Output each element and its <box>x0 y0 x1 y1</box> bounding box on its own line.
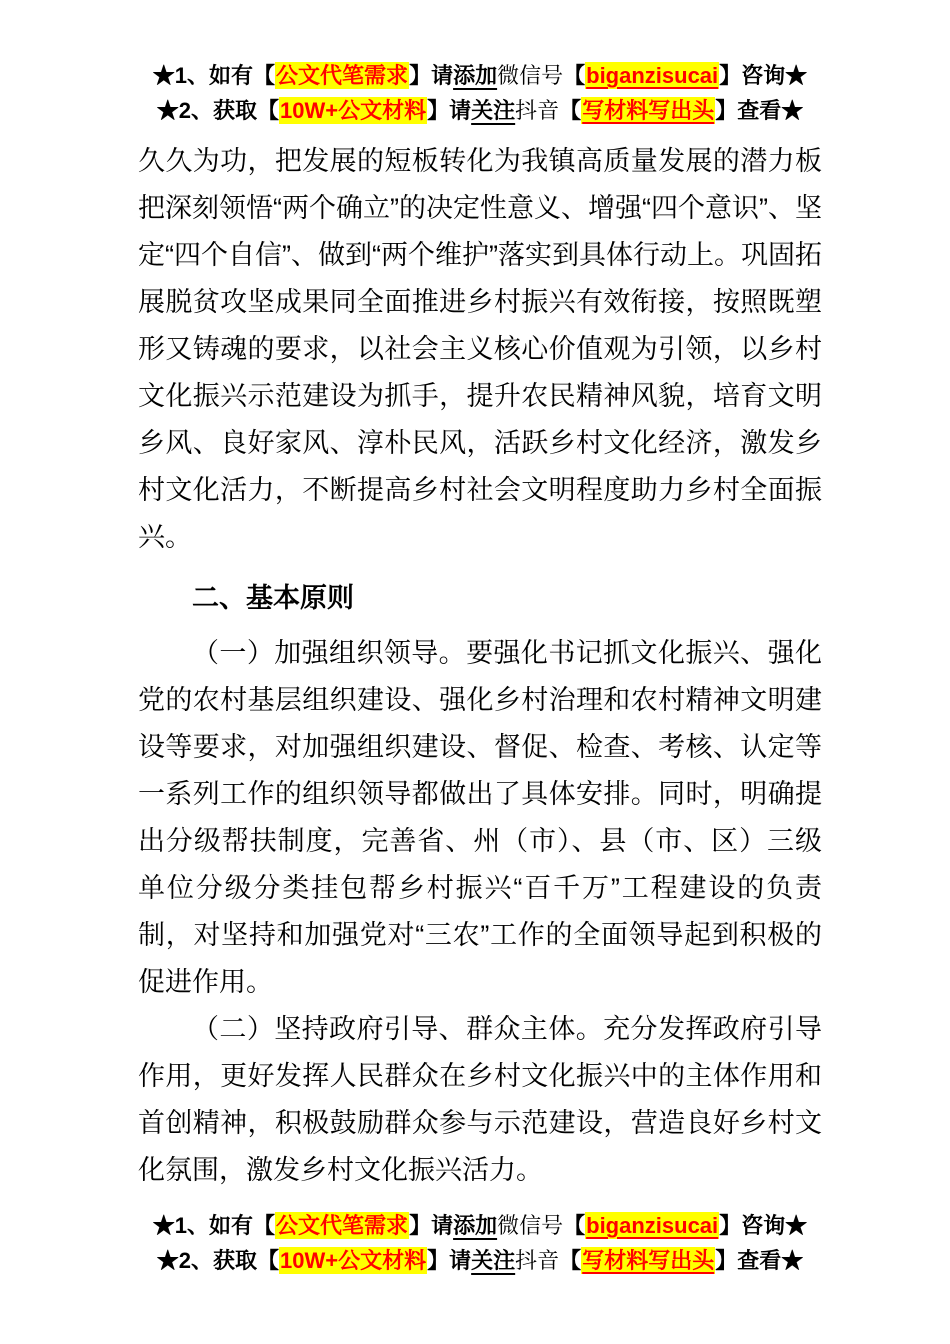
notice-segment: 微信号 <box>497 63 564 88</box>
notice-segment: 】咨询★ <box>719 63 808 88</box>
section-heading: 二、基本原则 <box>192 583 354 613</box>
notice-segment: 【 <box>563 63 586 88</box>
notice-segment: 】查看★ <box>715 98 804 123</box>
notice-segment: 】查看★ <box>715 1248 804 1273</box>
document-body <box>138 138 822 1194</box>
notice-segment: 关注 <box>471 1248 516 1273</box>
notice-segment: 抖音 <box>515 1248 560 1273</box>
notice-segment: 】咨询★ <box>719 1213 808 1238</box>
footer-notice-line-2 <box>138 1243 822 1278</box>
notice-segment: 添加 <box>453 1213 498 1238</box>
notice-segment: biganzisucai <box>586 1213 719 1238</box>
notice-segment: 添加 <box>453 63 498 88</box>
paragraph-3: （一）加强组织领导。要强化书记抓文化振兴、强化党的农村基层组织建设、强化乡村治理和农村精神文明建设等要求，对加强组织建设、督促、检查、考核、认定等一系列工作的组织领导都做出了具体安排。同时，明确提出分级帮扶制度，完善省、州（市）、县（市、区）三级单位分级分类挂包帮乡村振兴“百千万”工程建设的负责制，对坚持和加强党对“三农”工作的全面领导起到积极的促进作用。 <box>138 638 822 997</box>
notice-segment: 10W+公文材料 <box>280 1248 427 1273</box>
notice-segment: 】请 <box>427 98 472 123</box>
notice-segment: 【 <box>559 98 582 123</box>
notice-segment: ★1、如有【 <box>152 63 276 88</box>
notice-segment: 写材料写出头 <box>582 98 715 123</box>
notice-segment: 【 <box>563 1213 586 1238</box>
header-notice <box>138 58 822 128</box>
notice-segment: 关注 <box>471 98 516 123</box>
notice-segment: 10W+公文材料 <box>280 98 427 123</box>
footer-notice <box>138 1208 822 1278</box>
notice-segment: ★2、获取【 <box>156 1248 280 1273</box>
notice-segment: 】请 <box>409 1213 454 1238</box>
notice-segment: ★2、获取【 <box>156 98 280 123</box>
notice-segment: 】请 <box>427 1248 472 1273</box>
notice-segment: 微信号 <box>497 1213 564 1238</box>
notice-segment: biganzisucai <box>586 63 719 88</box>
notice-segment: ★1、如有【 <box>152 1213 276 1238</box>
notice-segment: 公文代笔需求 <box>276 63 409 88</box>
notice-segment: 】请 <box>409 63 454 88</box>
paragraph-1: 久久为功，把发展的短板转化为我镇高质量发展的潜力板把深刻领悟“两个确立”的决定性意义、增强“四个意识”、坚定“四个自信”、做到“两个维护”落实到具体行动上。巩固拓展脱贫攻坚成果同全面推进乡村振兴有效衔接，按照既塑形又铸魂的要求，以社会主义核心价值观为引领，以乡村文化振兴示范建设为抓手，提升农民精神风貌，培育文明乡风、良好家风、淳朴民风，活跃乡村文化经济，激发乡村文化活力，不断提高乡村社会文明程度助力乡村全面振兴。 <box>138 146 822 552</box>
header-notice-line-1 <box>138 58 822 93</box>
notice-segment: 写材料写出头 <box>582 1248 715 1273</box>
header-notice-line-2 <box>138 93 822 128</box>
paragraph-4: （二）坚持政府引导、群众主体。充分发挥政府引导作用，更好发挥人民群众在乡村文化振兴中的主体作用和首创精神，积极鼓励群众参与示范建设，营造良好乡村文化氛围，激发乡村文化振兴活力。 <box>138 1014 822 1185</box>
notice-segment: 抖音 <box>515 98 560 123</box>
notice-segment: 公文代笔需求 <box>276 1213 409 1238</box>
notice-segment: 【 <box>559 1248 582 1273</box>
footer-notice-line-1 <box>138 1208 822 1243</box>
